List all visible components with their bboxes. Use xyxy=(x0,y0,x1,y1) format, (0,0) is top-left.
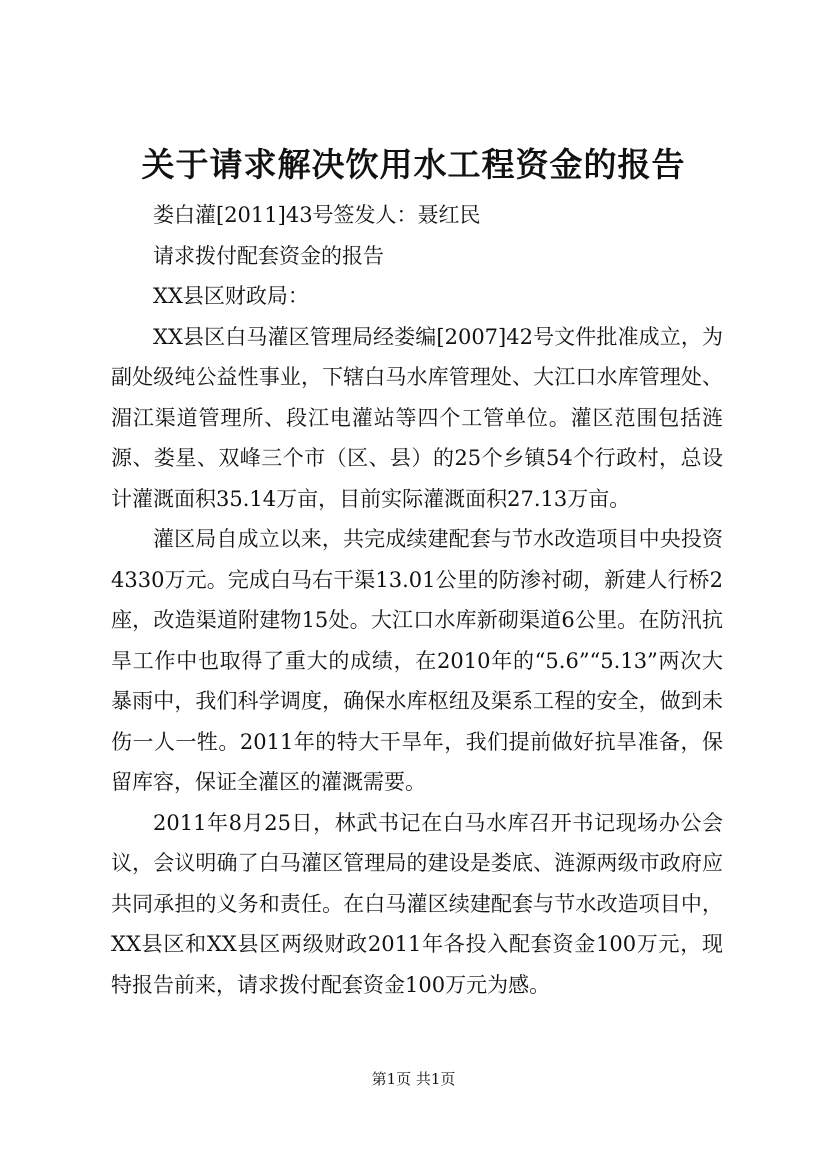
document-body xyxy=(111,195,723,1005)
body-paragraph: 灌区局自成立以来，共完成续建配套与节水改造项目中央投资4330万元。完成白马右干渠13.01公里的防渗衬砌，新建人行桥2座，改造渠道附建物15处。大江口水库新砌渠道6公里。在防汛抗旱工作中也取得了重大的成绩，在2010年的“5.6”“5.13”两次大暴雨中，我们科学调度，确保水库枢纽及渠系工程的安全，做到未伤一人一牲。2011年的特大干旱年，我们提前做好抗旱准备，保留库容，保证全灌区的灌溉需要。 xyxy=(111,527,723,794)
page-footer: 第1页 共1页 xyxy=(371,1070,456,1088)
document-title: 关于请求解决饮用水工程资金的报告 xyxy=(141,145,686,184)
body-paragraph: XX县区白马灌区管理局经娄编[2007]42号文件批准成立，为副处级纯公益性事业，下辖白马水库管理处、大江口水库管理处、湄江渠道管理所、段江电灌站等四个工管单位。灌区范围包括涟源、娄星、双峰三个市（区、县）的25个乡镇54个行政村，总设计灌溉面积35.14万亩，目前实际灌溉面积27.13万亩。 xyxy=(111,324,723,511)
report-subtitle: 请求拨付配套资金的报告 xyxy=(153,243,384,268)
addressee: XX县区财政局： xyxy=(153,284,309,308)
document-number-line: 娄白灌[2011]43号签发人：聂红民 xyxy=(153,203,481,227)
body-paragraph: 2011年8月25日，林武书记在白马水库召开书记现场办公会议，会议明确了白马灌区管理局的建设是娄底、涟源两级市政府应共同承担的义务和责任。在白马灌区续建配套与节水改造项目中，XX县区和XX县区两级财政2011年各投入配套资金100万元，现特报告前来，请求拨付配套资金100万元为感。 xyxy=(111,810,723,997)
